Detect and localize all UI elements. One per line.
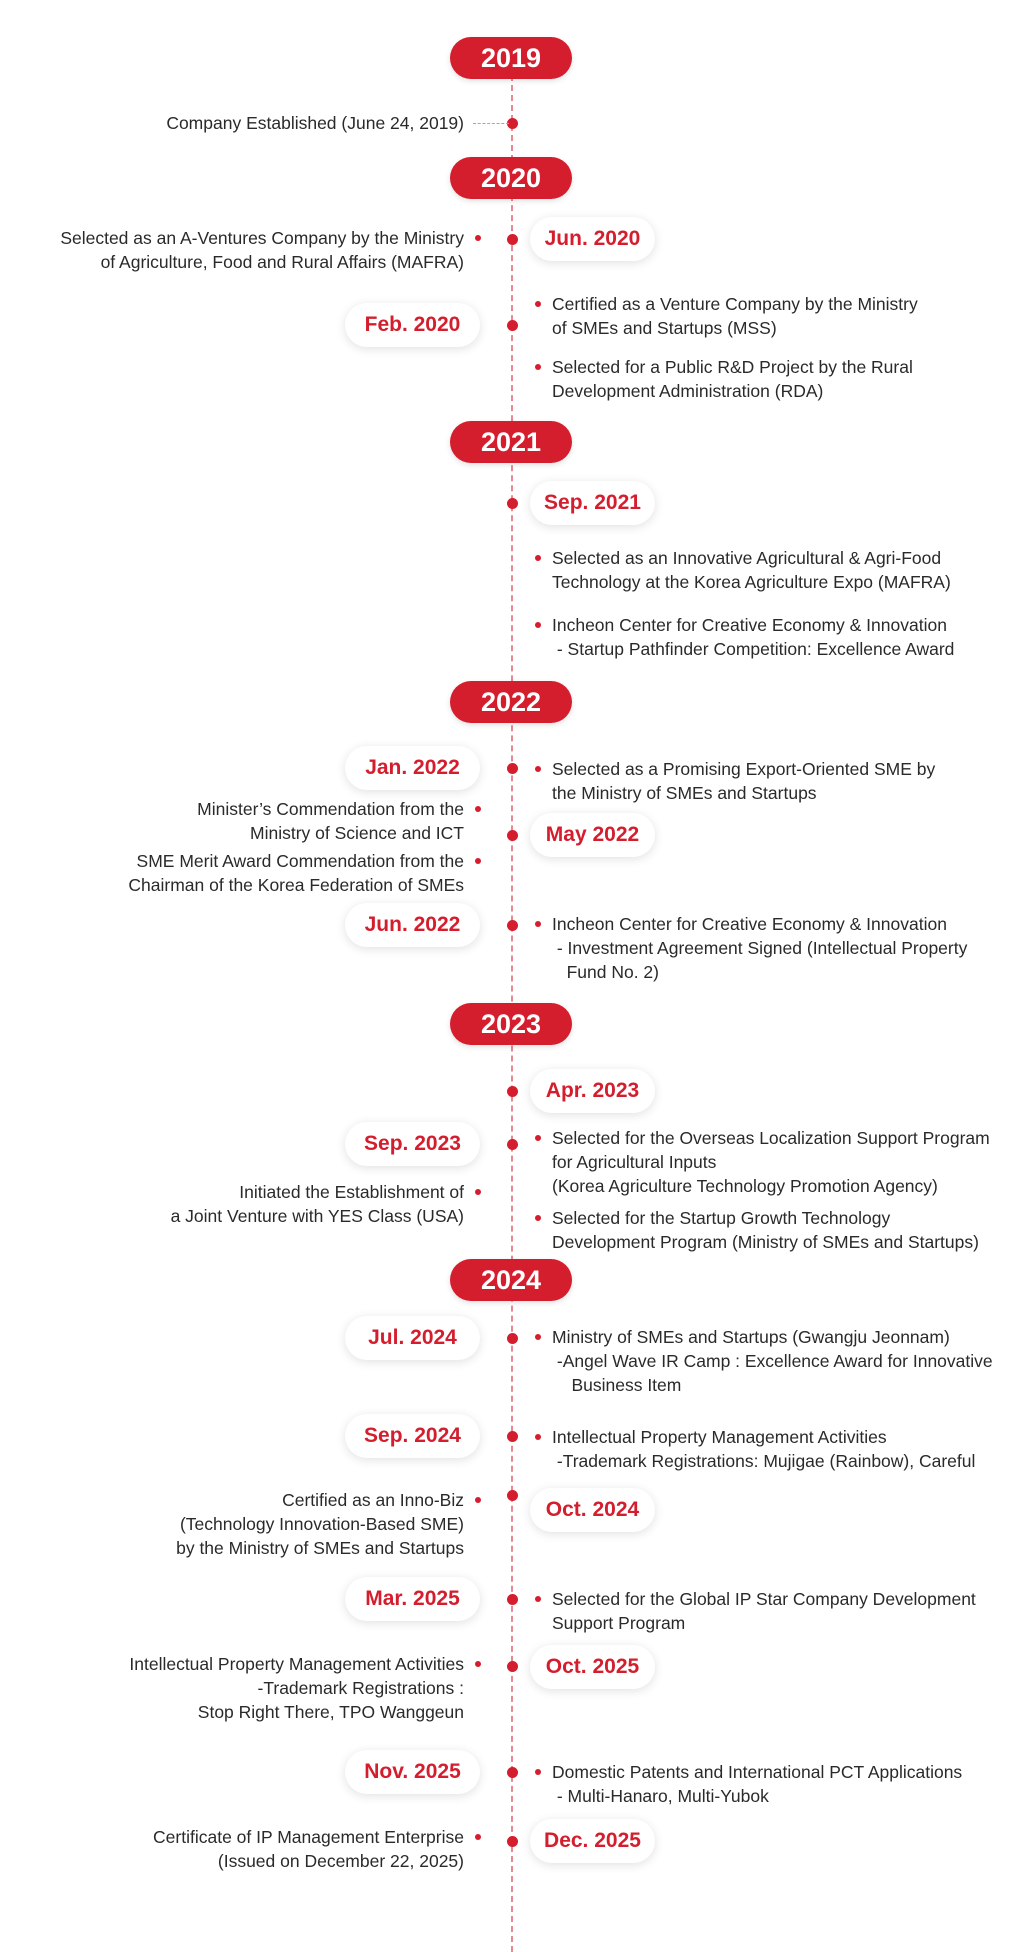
timeline-dot bbox=[507, 763, 518, 774]
timeline-dot bbox=[507, 1139, 518, 1150]
date-pill-mar-2025: Mar. 2025 bbox=[345, 1577, 480, 1621]
event-venture-certified: Certified as a Venture Company by the Ministry of SMEs and Startups (MSS) bbox=[552, 294, 918, 338]
timeline-dot bbox=[507, 1490, 518, 1501]
event-minister-commendation: Minister’s Commendation from the Ministry of Science and ICT bbox=[197, 799, 464, 843]
timeline-dot bbox=[507, 1661, 518, 1672]
year-badge-2021: 2021 bbox=[450, 421, 572, 463]
event-patents-pct: Domestic Patents and International PCT Applications - Multi-Hanaro, Multi-Yubok bbox=[552, 1762, 963, 1806]
date-pill-sep-2023: Sep. 2023 bbox=[345, 1122, 480, 1166]
timeline-dot bbox=[507, 1594, 518, 1605]
timeline-dot bbox=[507, 1767, 518, 1778]
event-startup-growth: Selected for the Startup Growth Technology Development Program (Ministry of SMEs and Startups) bbox=[552, 1208, 979, 1252]
event-global-ip-star: Selected for the Global IP Star Company Development Support Program bbox=[552, 1589, 976, 1633]
leader-line bbox=[473, 123, 509, 124]
event-pathfinder-award: Incheon Center for Creative Economy & Innovation - Startup Pathfinder Competition: Excellence Award bbox=[552, 615, 955, 659]
event-sme-merit-award: SME Merit Award Commendation from the Chairman of the Korea Federation of SMEs bbox=[128, 851, 464, 895]
timeline-dot bbox=[507, 1086, 518, 1097]
timeline-dot bbox=[507, 320, 518, 331]
event-inno-biz: Certified as an Inno-Biz (Technology Innovation-Based SME) by the Ministry of SMEs and Startups bbox=[176, 1490, 464, 1558]
event-overseas-localization: Selected for the Overseas Localization Support Program for Agricultural Inputs (Korea Agriculture Technology Promotion Agency) bbox=[552, 1128, 990, 1196]
timeline-dot bbox=[507, 1431, 518, 1442]
event-rda-project: Selected for a Public R&D Project by the Rural Development Administration (RDA) bbox=[552, 357, 913, 401]
year-badge-2022: 2022 bbox=[450, 681, 572, 723]
timeline-dot bbox=[507, 1836, 518, 1847]
date-pill-jun-2022: Jun. 2022 bbox=[345, 903, 480, 947]
date-pill-may-2022: May 2022 bbox=[530, 813, 655, 857]
year-badge-2023: 2023 bbox=[450, 1003, 572, 1045]
event-joint-venture: Initiated the Establishment of a Joint Venture with YES Class (USA) bbox=[170, 1182, 464, 1226]
event-agri-expo: Selected as an Innovative Agricultural & Agri-Food Technology at the Korea Agriculture Expo (MAFRA) bbox=[552, 548, 951, 592]
date-pill-apr-2023: Apr. 2023 bbox=[530, 1069, 655, 1113]
timeline-dot bbox=[507, 234, 518, 245]
date-pill-dec-2025: Dec. 2025 bbox=[530, 1819, 655, 1863]
year-badge-2024: 2024 bbox=[450, 1259, 572, 1301]
event-export-sme: Selected as a Promising Export-Oriented SME by the Ministry of SMEs and Startups bbox=[552, 759, 936, 803]
date-pill-feb-2020: Feb. 2020 bbox=[345, 303, 480, 347]
event-angel-wave: Ministry of SMEs and Startups (Gwangju Jeonnam) -Angel Wave IR Camp : Excellence Award for Innovative Business Item bbox=[552, 1327, 993, 1395]
event-trademark-2024: Intellectual Property Management Activities -Trademark Registrations: Mujigae (Rainbow), Careful bbox=[552, 1427, 976, 1471]
year-badge-2019: 2019 bbox=[450, 37, 572, 79]
date-pill-jul-2024: Jul. 2024 bbox=[345, 1316, 480, 1360]
date-pill-nov-2025: Nov. 2025 bbox=[345, 1750, 480, 1794]
date-pill-sep-2021: Sep. 2021 bbox=[530, 481, 655, 525]
event-a-ventures: Selected as an A-Ventures Company by the Ministry of Agriculture, Food and Rural Affairs (MAFRA) bbox=[60, 228, 464, 272]
event-ip-certificate: Certificate of IP Management Enterprise (Issued on December 22, 2025) bbox=[153, 1827, 464, 1871]
timeline-dot bbox=[507, 920, 518, 931]
event-company-established: Company Established (June 24, 2019) bbox=[166, 113, 464, 133]
date-pill-oct-2024: Oct. 2024 bbox=[530, 1488, 655, 1532]
timeline-dot bbox=[507, 498, 518, 509]
event-trademark-2025: Intellectual Property Management Activities -Trademark Registrations : Stop Right There, TPO Wanggeun bbox=[129, 1654, 464, 1722]
date-pill-sep-2024: Sep. 2024 bbox=[345, 1414, 480, 1458]
date-pill-oct-2025: Oct. 2025 bbox=[530, 1645, 655, 1689]
timeline-dot bbox=[507, 1333, 518, 1344]
date-pill-jan-2022: Jan. 2022 bbox=[345, 746, 480, 790]
date-pill-jun-2020: Jun. 2020 bbox=[530, 217, 655, 261]
timeline-dot bbox=[507, 830, 518, 841]
year-badge-2020: 2020 bbox=[450, 157, 572, 199]
event-investment-agreement: Incheon Center for Creative Economy & Innovation - Investment Agreement Signed (Intellectual Property Fund No. 2) bbox=[552, 914, 968, 982]
